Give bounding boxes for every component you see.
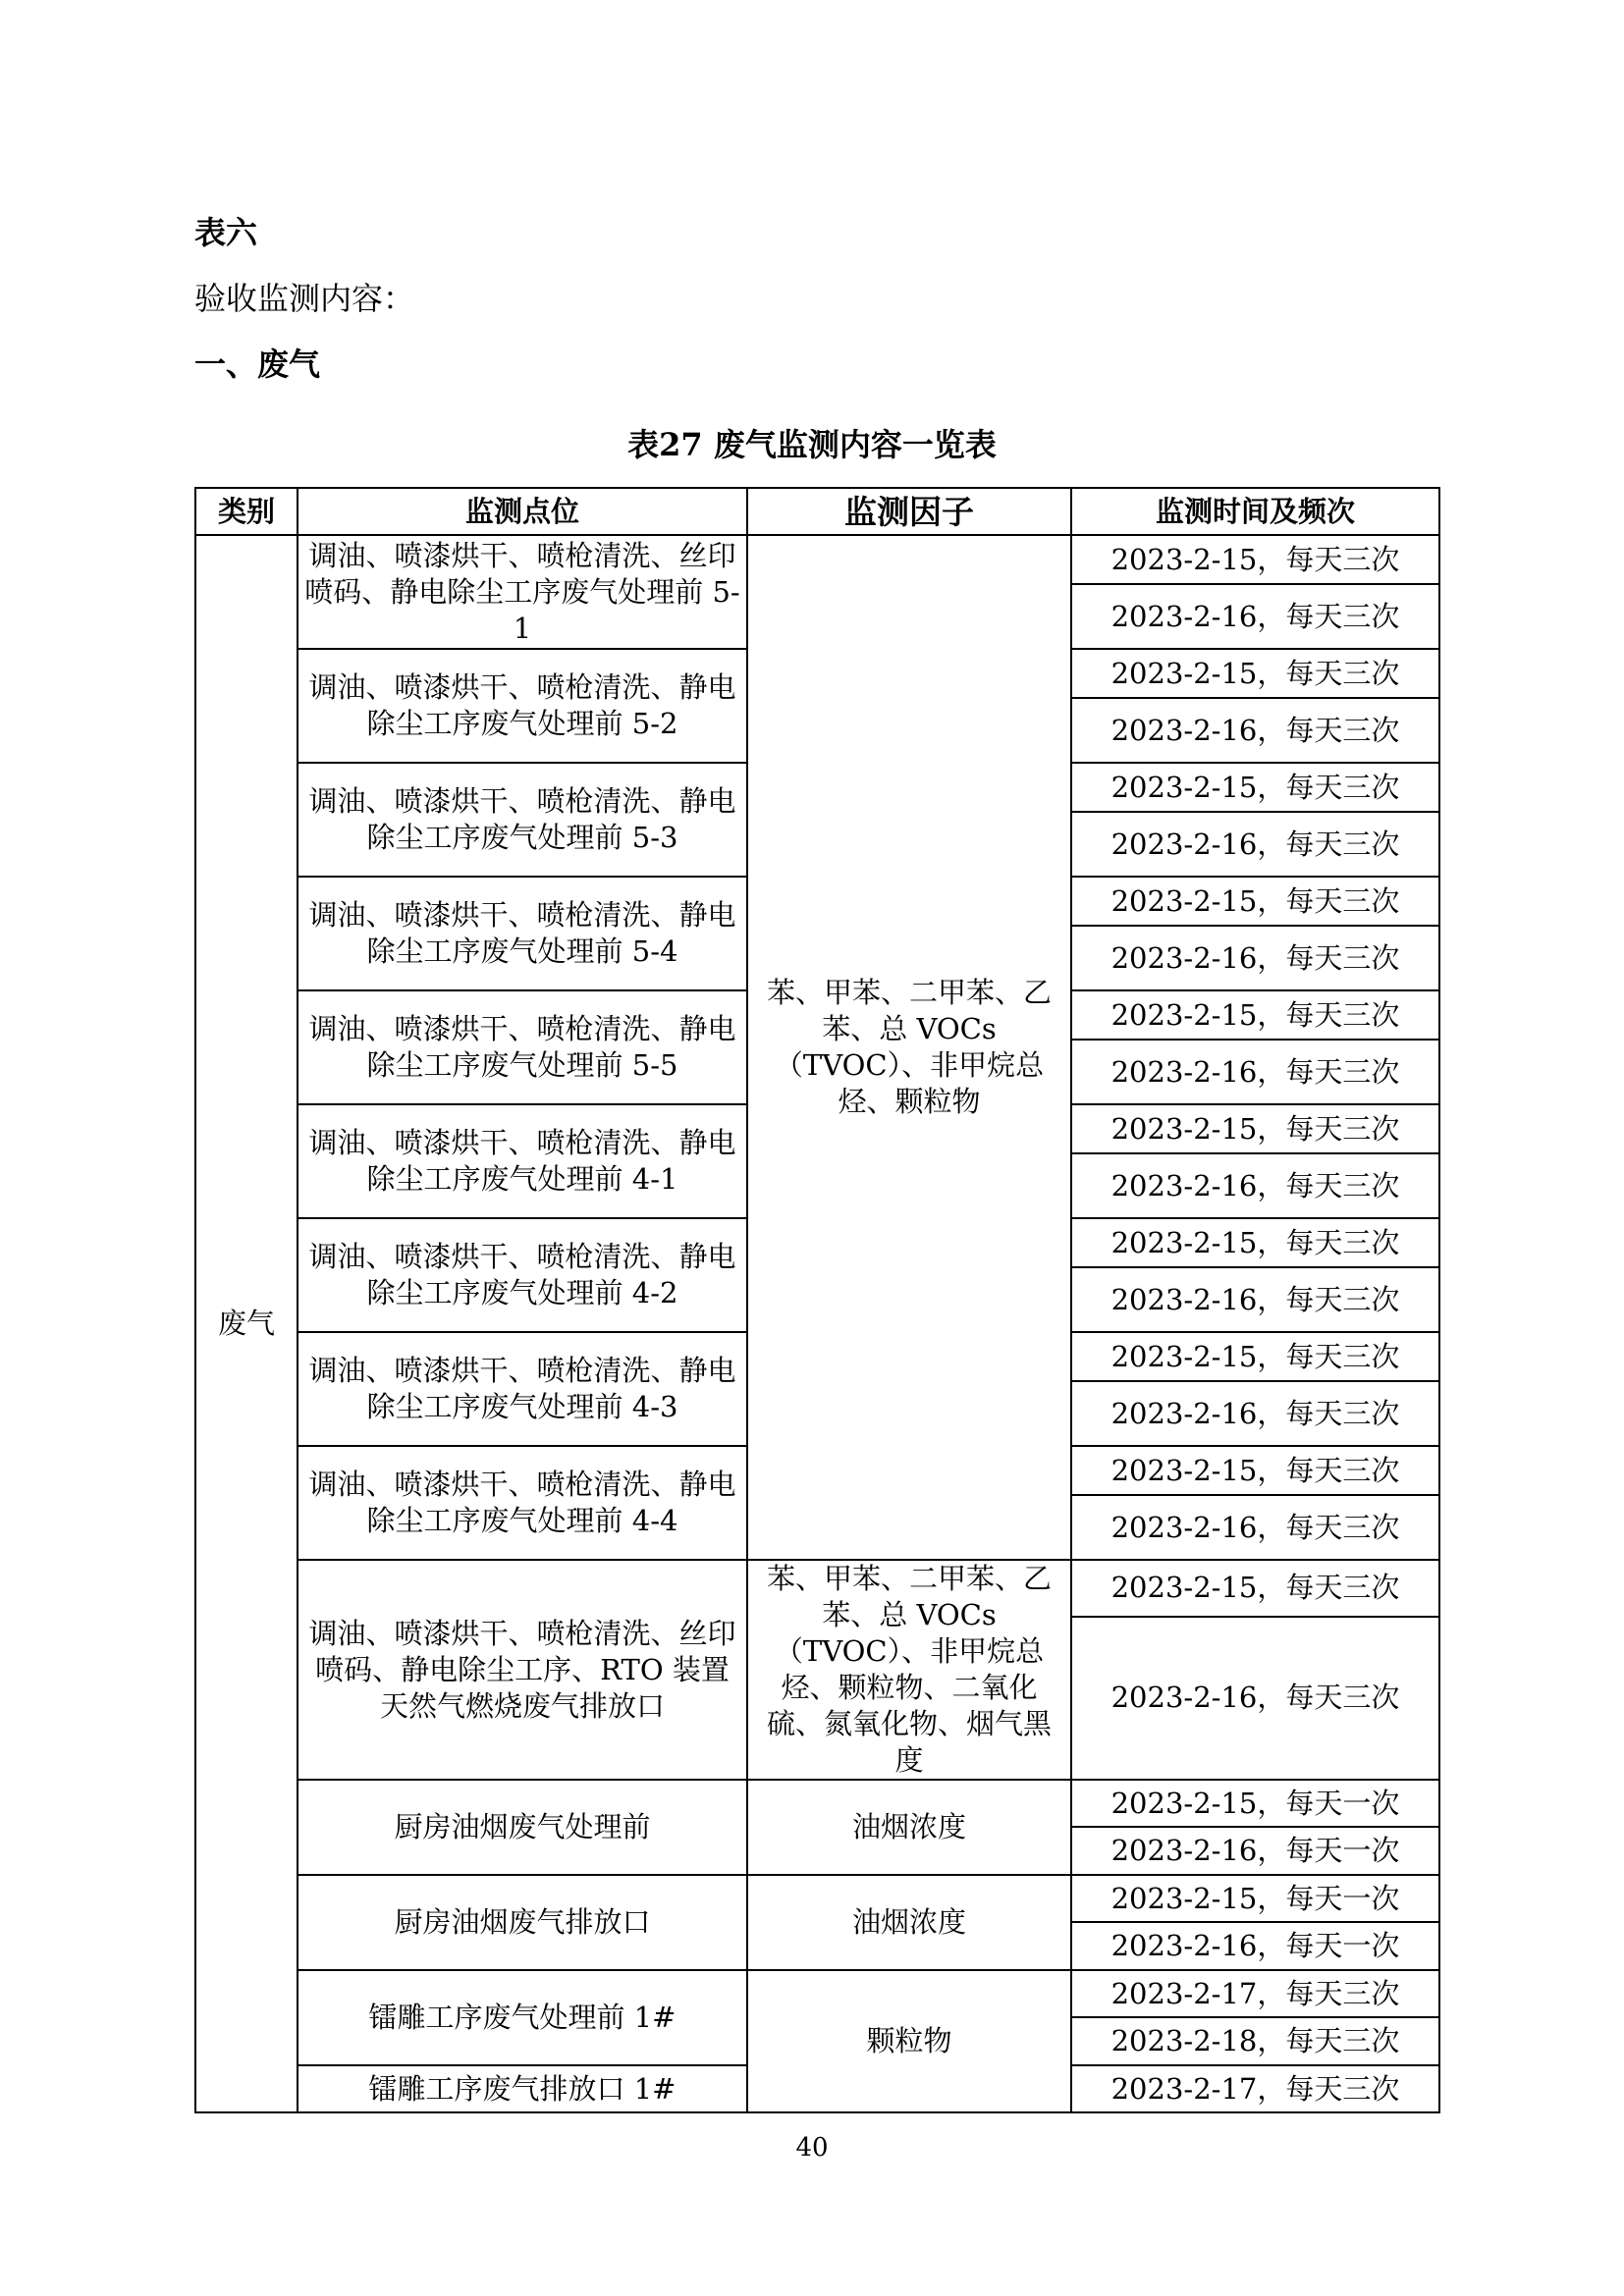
intro-text: 验收监测内容： <box>194 280 415 317</box>
schedule-cell: 2023-2-15，每天三次 <box>1071 1104 1439 1153</box>
schedule-cell: 2023-2-16，每天三次 <box>1071 926 1439 990</box>
category-cell: 废气 <box>195 535 298 2112</box>
monitoring-table <box>194 487 1440 2113</box>
table-row <box>195 1560 1439 1617</box>
header-factor: 监测因子 <box>747 488 1071 535</box>
schedule-cell: 2023-2-17，每天三次 <box>1071 2065 1439 2112</box>
schedule-cell: 2023-2-16，每天一次 <box>1071 1922 1439 1970</box>
schedule-cell: 2023-2-15，每天三次 <box>1071 1446 1439 1495</box>
schedule-cell: 2023-2-15，每天三次 <box>1071 1218 1439 1267</box>
location-cell: 调油、喷漆烘干、喷枪清洗、静电除尘工序废气处理前 5-5 <box>298 990 747 1104</box>
header-location: 监测点位 <box>298 488 747 535</box>
table-row <box>195 1780 1439 1827</box>
table-row <box>195 1970 1439 2017</box>
location-cell: 调油、喷漆烘干、喷枪清洗、静电除尘工序废气处理前 4-1 <box>298 1104 747 1218</box>
factor-cell: 苯、甲苯、二甲苯、乙苯、总 VOCs（TVOC）、非甲烷总烃、颗粒物 <box>747 535 1071 1560</box>
schedule-cell: 2023-2-15，每天一次 <box>1071 1780 1439 1827</box>
location-cell: 调油、喷漆烘干、喷枪清洗、静电除尘工序废气处理前 4-4 <box>298 1446 747 1560</box>
schedule-cell: 2023-2-15，每天三次 <box>1071 1560 1439 1617</box>
factor-cell: 苯、甲苯、二甲苯、乙苯、总 VOCs（TVOC）、非甲烷总烃、颗粒物、二氧化硫、氮氧化物、烟气黑度 <box>747 1560 1071 1780</box>
schedule-cell: 2023-2-16，每天一次 <box>1071 1827 1439 1875</box>
schedule-cell: 2023-2-16，每天三次 <box>1071 1617 1439 1780</box>
location-cell: 调油、喷漆烘干、喷枪清洗、静电除尘工序废气处理前 5-4 <box>298 877 747 990</box>
location-cell: 调油、喷漆烘干、喷枪清洗、静电除尘工序废气处理前 4-2 <box>298 1218 747 1332</box>
header-row <box>195 488 1439 535</box>
schedule-cell: 2023-2-16，每天三次 <box>1071 812 1439 877</box>
header-category: 类别 <box>195 488 298 535</box>
factor-cell: 油烟浓度 <box>747 1780 1071 1875</box>
location-cell: 调油、喷漆烘干、喷枪清洗、丝印喷码、静电除尘工序废气处理前 5-1 <box>298 535 747 649</box>
table-caption: 表27 废气监测内容一览表 <box>627 426 997 463</box>
schedule-cell: 2023-2-16，每天三次 <box>1071 1040 1439 1104</box>
location-cell: 镭雕工序废气排放口 1# <box>298 2065 747 2112</box>
location-cell: 镭雕工序废气处理前 1# <box>298 1970 747 2065</box>
schedule-cell: 2023-2-15，每天三次 <box>1071 990 1439 1040</box>
header-schedule: 监测时间及频次 <box>1071 488 1439 535</box>
factor-cell: 颗粒物 <box>747 1970 1071 2112</box>
schedule-cell: 2023-2-15，每天三次 <box>1071 649 1439 698</box>
location-cell: 调油、喷漆烘干、喷枪清洗、静电除尘工序废气处理前 4-3 <box>298 1332 747 1446</box>
location-cell: 调油、喷漆烘干、喷枪清洗、静电除尘工序废气处理前 5-3 <box>298 763 747 877</box>
schedule-cell: 2023-2-16，每天三次 <box>1071 698 1439 763</box>
location-cell: 厨房油烟废气排放口 <box>298 1875 747 1970</box>
table-row <box>195 535 1439 584</box>
location-cell: 厨房油烟废气处理前 <box>298 1780 747 1875</box>
table-row <box>195 1875 1439 1922</box>
section-heading: 一、废气 <box>194 346 321 383</box>
schedule-cell: 2023-2-15，每天三次 <box>1071 535 1439 584</box>
schedule-cell: 2023-2-16，每天三次 <box>1071 1267 1439 1332</box>
schedule-cell: 2023-2-16，每天三次 <box>1071 1495 1439 1560</box>
schedule-cell: 2023-2-16，每天三次 <box>1071 1381 1439 1446</box>
location-cell: 调油、喷漆烘干、喷枪清洗、静电除尘工序废气处理前 5-2 <box>298 649 747 763</box>
schedule-cell: 2023-2-16，每天三次 <box>1071 1153 1439 1218</box>
schedule-cell: 2023-2-15，每天三次 <box>1071 877 1439 926</box>
page-number: 40 <box>795 2133 829 2163</box>
schedule-cell: 2023-2-18，每天三次 <box>1071 2017 1439 2065</box>
schedule-cell: 2023-2-15，每天三次 <box>1071 1332 1439 1381</box>
schedule-cell: 2023-2-17，每天三次 <box>1071 1970 1439 2017</box>
schedule-cell: 2023-2-15，每天三次 <box>1071 763 1439 812</box>
factor-cell: 油烟浓度 <box>747 1875 1071 1970</box>
section-label: 表六 <box>194 214 258 251</box>
schedule-cell: 2023-2-15，每天一次 <box>1071 1875 1439 1922</box>
schedule-cell: 2023-2-16，每天三次 <box>1071 584 1439 649</box>
location-cell: 调油、喷漆烘干、喷枪清洗、丝印喷码、静电除尘工序、RTO 装置天然气燃烧废气排放口 <box>298 1560 747 1780</box>
